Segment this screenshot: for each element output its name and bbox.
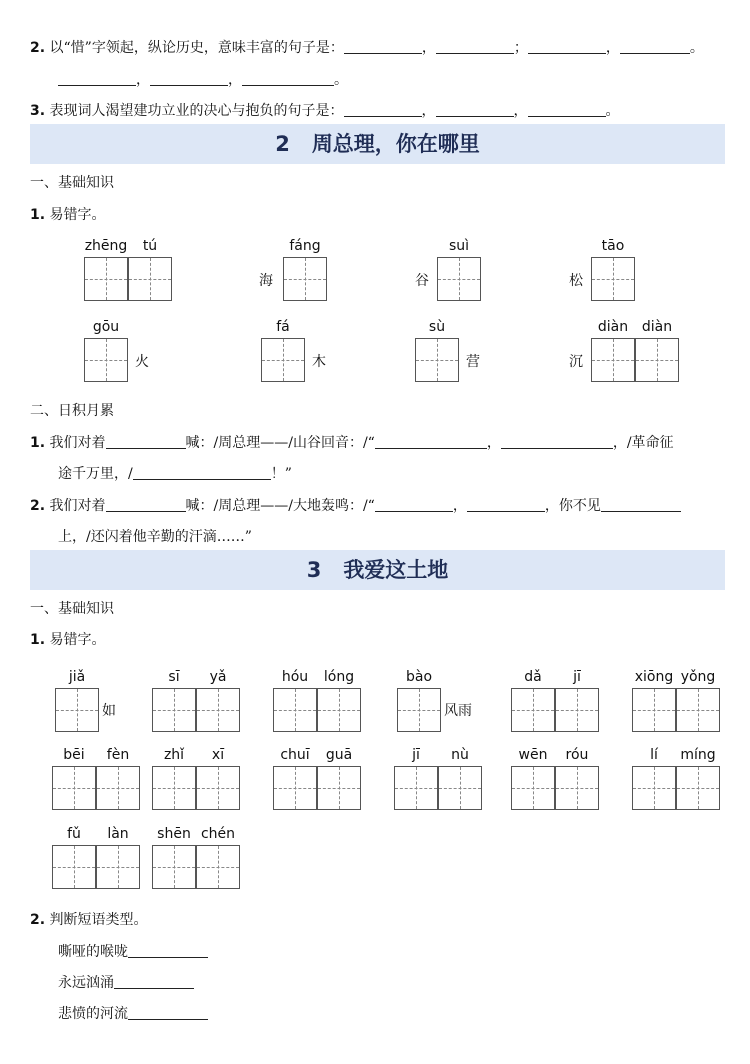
question-2 bbox=[30, 909, 148, 929]
punct: ， bbox=[228, 72, 242, 88]
pinyin: chuī bbox=[280, 747, 310, 763]
answer-blank[interactable] bbox=[601, 496, 681, 512]
part-heading: 一、基础知识 bbox=[30, 175, 114, 191]
question-2-line2 bbox=[58, 69, 348, 89]
writing-box[interactable] bbox=[632, 688, 676, 732]
part-heading: 二、日积月累 bbox=[30, 403, 114, 419]
question-text: 我们对着 bbox=[49, 435, 106, 451]
question-number: 2. bbox=[30, 912, 46, 928]
writing-box[interactable] bbox=[317, 766, 361, 810]
answer-blank[interactable] bbox=[344, 38, 422, 54]
writing-box[interactable] bbox=[96, 845, 140, 889]
pinyin: jī bbox=[412, 747, 420, 763]
writing-box[interactable] bbox=[632, 766, 676, 810]
pinyin: suì bbox=[448, 238, 470, 254]
writing-box[interactable] bbox=[273, 688, 317, 732]
pinyin: míng bbox=[680, 747, 716, 763]
writing-box[interactable] bbox=[317, 688, 361, 732]
given-char: 风雨 bbox=[444, 703, 472, 719]
answer-blank[interactable] bbox=[620, 38, 690, 54]
answer-blank[interactable] bbox=[114, 973, 194, 989]
punct: ， bbox=[421, 103, 436, 119]
answer-blank[interactable] bbox=[467, 496, 545, 512]
pinyin: diàn bbox=[641, 319, 673, 335]
pinyin: jī bbox=[573, 669, 581, 685]
writing-box[interactable] bbox=[555, 766, 599, 810]
question-text: 判断短语类型。 bbox=[49, 912, 148, 928]
writing-box[interactable] bbox=[152, 845, 196, 889]
writing-box[interactable] bbox=[591, 257, 635, 301]
answer-blank[interactable] bbox=[150, 70, 228, 86]
section-banner bbox=[30, 550, 725, 590]
pinyin: yǎ bbox=[209, 669, 227, 685]
pinyin: lí bbox=[650, 747, 658, 763]
answer-blank[interactable] bbox=[528, 101, 606, 117]
writing-box[interactable] bbox=[511, 766, 555, 810]
pinyin: gōu bbox=[92, 319, 120, 335]
writing-box[interactable] bbox=[397, 688, 441, 732]
writing-box[interactable] bbox=[635, 338, 679, 382]
answer-blank[interactable] bbox=[375, 496, 453, 512]
writing-box[interactable] bbox=[394, 766, 438, 810]
pinyin: fáng bbox=[289, 238, 321, 254]
given-char: 如 bbox=[102, 703, 116, 719]
writing-box[interactable] bbox=[676, 688, 720, 732]
given-char: 火 bbox=[135, 354, 149, 370]
section-number: 2 bbox=[275, 132, 290, 156]
question-number: 2. bbox=[30, 498, 46, 514]
accumulation-q1-line2 bbox=[58, 463, 292, 483]
answer-blank[interactable] bbox=[528, 38, 606, 54]
given-char: 海 bbox=[259, 273, 273, 289]
writing-box[interactable] bbox=[152, 766, 196, 810]
answer-blank[interactable] bbox=[128, 942, 208, 958]
punct: ， bbox=[513, 103, 528, 119]
pinyin: fèn bbox=[106, 747, 130, 763]
phrase-text: 嘶哑的喉咙 bbox=[58, 944, 128, 960]
punct: ； bbox=[513, 40, 528, 56]
answer-blank[interactable] bbox=[436, 101, 514, 117]
writing-box[interactable] bbox=[196, 688, 240, 732]
phrase-item bbox=[58, 972, 194, 992]
pinyin: wēn bbox=[518, 747, 548, 763]
writing-box[interactable] bbox=[84, 338, 128, 382]
answer-blank[interactable] bbox=[242, 70, 334, 86]
punct: ， bbox=[421, 40, 436, 56]
section-number: 3 bbox=[306, 558, 322, 582]
answer-blank[interactable] bbox=[58, 70, 136, 86]
phrase-item bbox=[58, 1003, 208, 1023]
given-char: 营 bbox=[466, 354, 480, 370]
punct: 。 bbox=[334, 72, 348, 88]
writing-box[interactable] bbox=[52, 766, 96, 810]
question-text: 喊：/周总理——/大地轰鸣：/“ bbox=[185, 498, 375, 514]
question-text: 我们对着 bbox=[49, 498, 106, 514]
answer-blank[interactable] bbox=[501, 433, 613, 449]
question-text: ！” bbox=[270, 466, 292, 482]
writing-box[interactable] bbox=[438, 766, 482, 810]
punct: ， bbox=[136, 72, 150, 88]
writing-box[interactable] bbox=[676, 766, 720, 810]
question-text: 上，/还闪着他辛勤的汗滴……” bbox=[58, 529, 252, 545]
pinyin: sī bbox=[168, 669, 180, 685]
writing-box[interactable] bbox=[84, 257, 128, 301]
phrase-text: 永远汹涌 bbox=[58, 975, 114, 991]
question-text: 喊：/周总理——/山谷回音：/“ bbox=[185, 435, 375, 451]
writing-box[interactable] bbox=[283, 257, 327, 301]
pinyin: fǔ bbox=[67, 826, 81, 842]
writing-box[interactable] bbox=[437, 257, 481, 301]
pinyin: zhǐ bbox=[163, 747, 185, 763]
question-text: ，/革命征 bbox=[612, 435, 674, 451]
given-char: 谷 bbox=[415, 273, 429, 289]
pinyin: tāo bbox=[601, 238, 625, 254]
section-banner bbox=[30, 124, 725, 164]
pinyin: jiǎ bbox=[68, 669, 86, 685]
writing-box[interactable] bbox=[555, 688, 599, 732]
question-text: 易错字。 bbox=[49, 632, 106, 648]
question-text: 途千万里，/ bbox=[58, 466, 133, 482]
given-char: 木 bbox=[312, 354, 326, 370]
writing-box[interactable] bbox=[152, 688, 196, 732]
punct: ， bbox=[486, 435, 501, 451]
pinyin: bēi bbox=[63, 747, 85, 763]
writing-box[interactable] bbox=[511, 688, 555, 732]
pinyin: bào bbox=[405, 669, 433, 685]
pinyin: dǎ bbox=[524, 669, 542, 685]
pinyin: lóng bbox=[323, 669, 355, 685]
pinyin: zhēng bbox=[84, 238, 128, 254]
question-2-line1 bbox=[30, 37, 704, 57]
pinyin: fá bbox=[276, 319, 290, 335]
pinyin: tú bbox=[142, 238, 158, 254]
pinyin: chén bbox=[200, 826, 236, 842]
punct: ， bbox=[605, 40, 620, 56]
question-text: 以“惜”字领起，纵论历史，意味丰富的句子是： bbox=[49, 40, 344, 56]
pinyin: yǒng bbox=[680, 669, 716, 685]
writing-box[interactable] bbox=[55, 688, 99, 732]
question-1 bbox=[30, 629, 106, 649]
writing-box[interactable] bbox=[415, 338, 459, 382]
writing-box[interactable] bbox=[196, 766, 240, 810]
pinyin: xiōng bbox=[634, 669, 674, 685]
punct: 。 bbox=[689, 40, 704, 56]
question-number: 3. bbox=[30, 103, 46, 119]
phrase-text: 悲愤的河流 bbox=[58, 1006, 128, 1022]
pinyin: róu bbox=[565, 747, 589, 763]
writing-box[interactable] bbox=[52, 845, 96, 889]
accumulation-q1-line1 bbox=[30, 432, 674, 452]
writing-box[interactable] bbox=[273, 766, 317, 810]
pinyin: làn bbox=[107, 826, 129, 842]
punct: ， bbox=[452, 498, 467, 514]
question-number: 1. bbox=[30, 632, 46, 648]
question-number: 2. bbox=[30, 40, 46, 56]
answer-blank[interactable] bbox=[133, 464, 271, 480]
punct: 。 bbox=[605, 103, 620, 119]
given-char: 松 bbox=[569, 273, 583, 289]
section-title: 我爱这土地 bbox=[343, 558, 449, 582]
pinyin: guā bbox=[325, 747, 353, 763]
pinyin: diàn bbox=[597, 319, 629, 335]
pinyin: sù bbox=[428, 319, 446, 335]
pinyin: hóu bbox=[281, 669, 309, 685]
answer-blank[interactable] bbox=[128, 1004, 208, 1020]
question-text: 易错字。 bbox=[49, 207, 106, 223]
question-1 bbox=[30, 204, 106, 224]
writing-box[interactable] bbox=[96, 766, 140, 810]
pinyin: xī bbox=[211, 747, 225, 763]
answer-blank[interactable] bbox=[106, 433, 186, 449]
question-3 bbox=[30, 100, 620, 120]
section-title: 周总理，你在哪里 bbox=[311, 132, 480, 156]
phrase-item bbox=[58, 941, 208, 961]
question-number: 1. bbox=[30, 435, 46, 451]
writing-box[interactable] bbox=[261, 338, 305, 382]
answer-blank[interactable] bbox=[344, 101, 422, 117]
writing-box[interactable] bbox=[196, 845, 240, 889]
given-char: 沉 bbox=[569, 354, 583, 370]
question-number: 1. bbox=[30, 207, 46, 223]
part-heading: 一、基础知识 bbox=[30, 601, 114, 617]
accumulation-q2-line1 bbox=[30, 495, 681, 515]
writing-box[interactable] bbox=[591, 338, 635, 382]
question-text: ，你不见 bbox=[544, 498, 601, 514]
accumulation-q2-line2 bbox=[58, 526, 252, 546]
writing-box[interactable] bbox=[128, 257, 172, 301]
answer-blank[interactable] bbox=[436, 38, 514, 54]
question-text: 表现词人渴望建功立业的决心与抱负的句子是： bbox=[49, 103, 344, 119]
pinyin: nù bbox=[451, 747, 469, 763]
answer-blank[interactable] bbox=[375, 433, 487, 449]
answer-blank[interactable] bbox=[106, 496, 186, 512]
pinyin: shēn bbox=[157, 826, 191, 842]
